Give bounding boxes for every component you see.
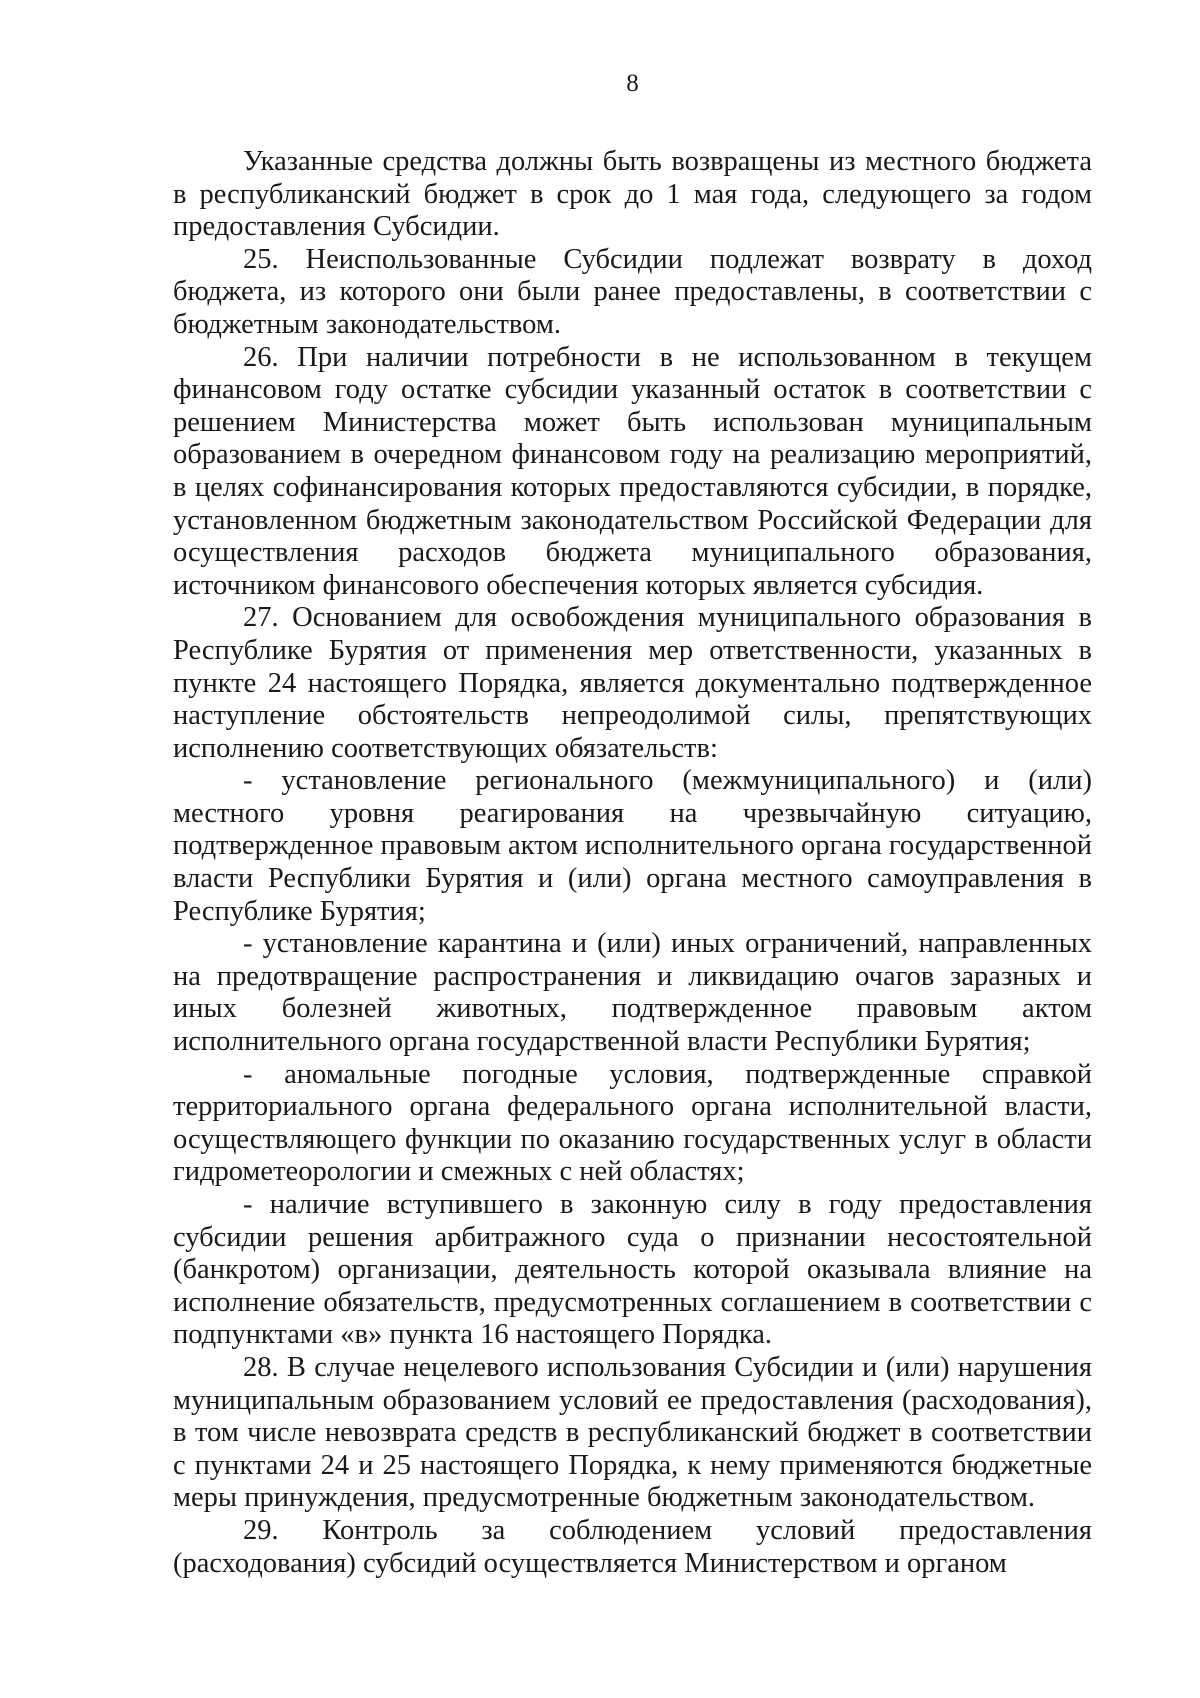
list-item-bankruptcy: - наличие вступившего в законную силу в году предоставления субсидии решения арбитражного суда о признании несостоятельной (банкротом) организации, деятельность которой оказывала влияние на исполнение обязательств, предусмотренных соглашением в соответствии с подпунктами «в» пункта 16 настоящего Порядка.	[173, 1189, 1092, 1351]
list-item-weather: - аномальные погодные условия, подтвержденные справкой территориального органа федерального органа исполнительной власти, осуществляющего функции по оказанию государственных услуг в области гидрометеорологии и смежных с ней областях;	[173, 1058, 1092, 1188]
paragraph-funds-return: Указанные средства должны быть возвращены из местного бюджета в республиканский бюджет в срок до 1 мая года, следующего за годом предоставления Субсидии.	[173, 146, 1092, 243]
list-item-emergency: - установление регионального (межмуниципального) и (или) местного уровня реагирования на чрезвычайную ситуацию, подтвержденное правовым актом исполнительного органа государственной власти Республики Бурятия и (или) органа местного самоуправления в Республике Бурятия;	[173, 765, 1092, 927]
paragraph-29: 29. Контроль за соблюдением условий предоставления (расходования) субсидий осуществляется Министерством и органом	[173, 1514, 1092, 1579]
paragraph-26: 26. При наличии потребности в не использованном в текущем финансовом году остатке субсидии указанный остаток в соответствии с решением Министерства может быть использован муниципальным образованием в очередном финансовом году на реализацию мероприятий, в целях софинансирования которых предоставляются субсидии, в порядке, установленном бюджетным законодательством Российской Федерации для осуществления расходов бюджета муниципального образования, источником финансового обеспечения которых является субсидия.	[173, 341, 1092, 601]
document-body	[173, 146, 1092, 1580]
paragraph-28: 28. В случае нецелевого использования Субсидии и (или) нарушения муниципальным образованием условий ее предоставления (расходования), в том числе невозврата средств в республиканский бюджет в соответствии с пунктами 24 и 25 настоящего Порядка, к нему применяются бюджетные меры принуждения, предусмотренные бюджетным законодательством.	[173, 1351, 1092, 1514]
page-number: 8	[626, 70, 639, 97]
list-item-quarantine: - установление карантина и (или) иных ограничений, направленных на предотвращение распространения и ликвидацию очагов заразных и иных болезней животных, подтвержденное правовым актом исполнительного органа государственной власти Республики Бурятия;	[173, 928, 1092, 1058]
paragraph-25: 25. Неиспользованные Субсидии подлежат возврату в доход бюджета, из которого они были ранее предоставлены, в соответствии с бюджетным законодательством.	[173, 243, 1092, 340]
paragraph-27: 27. Основанием для освобождения муниципального образования в Республике Бурятия от применения мер ответственности, указанных в пункте 24 настоящего Порядка, является документально подтвержденное наступление обстоятельств непреодолимой силы, препятствующих исполнению соответствующих обязательств:	[173, 602, 1092, 764]
